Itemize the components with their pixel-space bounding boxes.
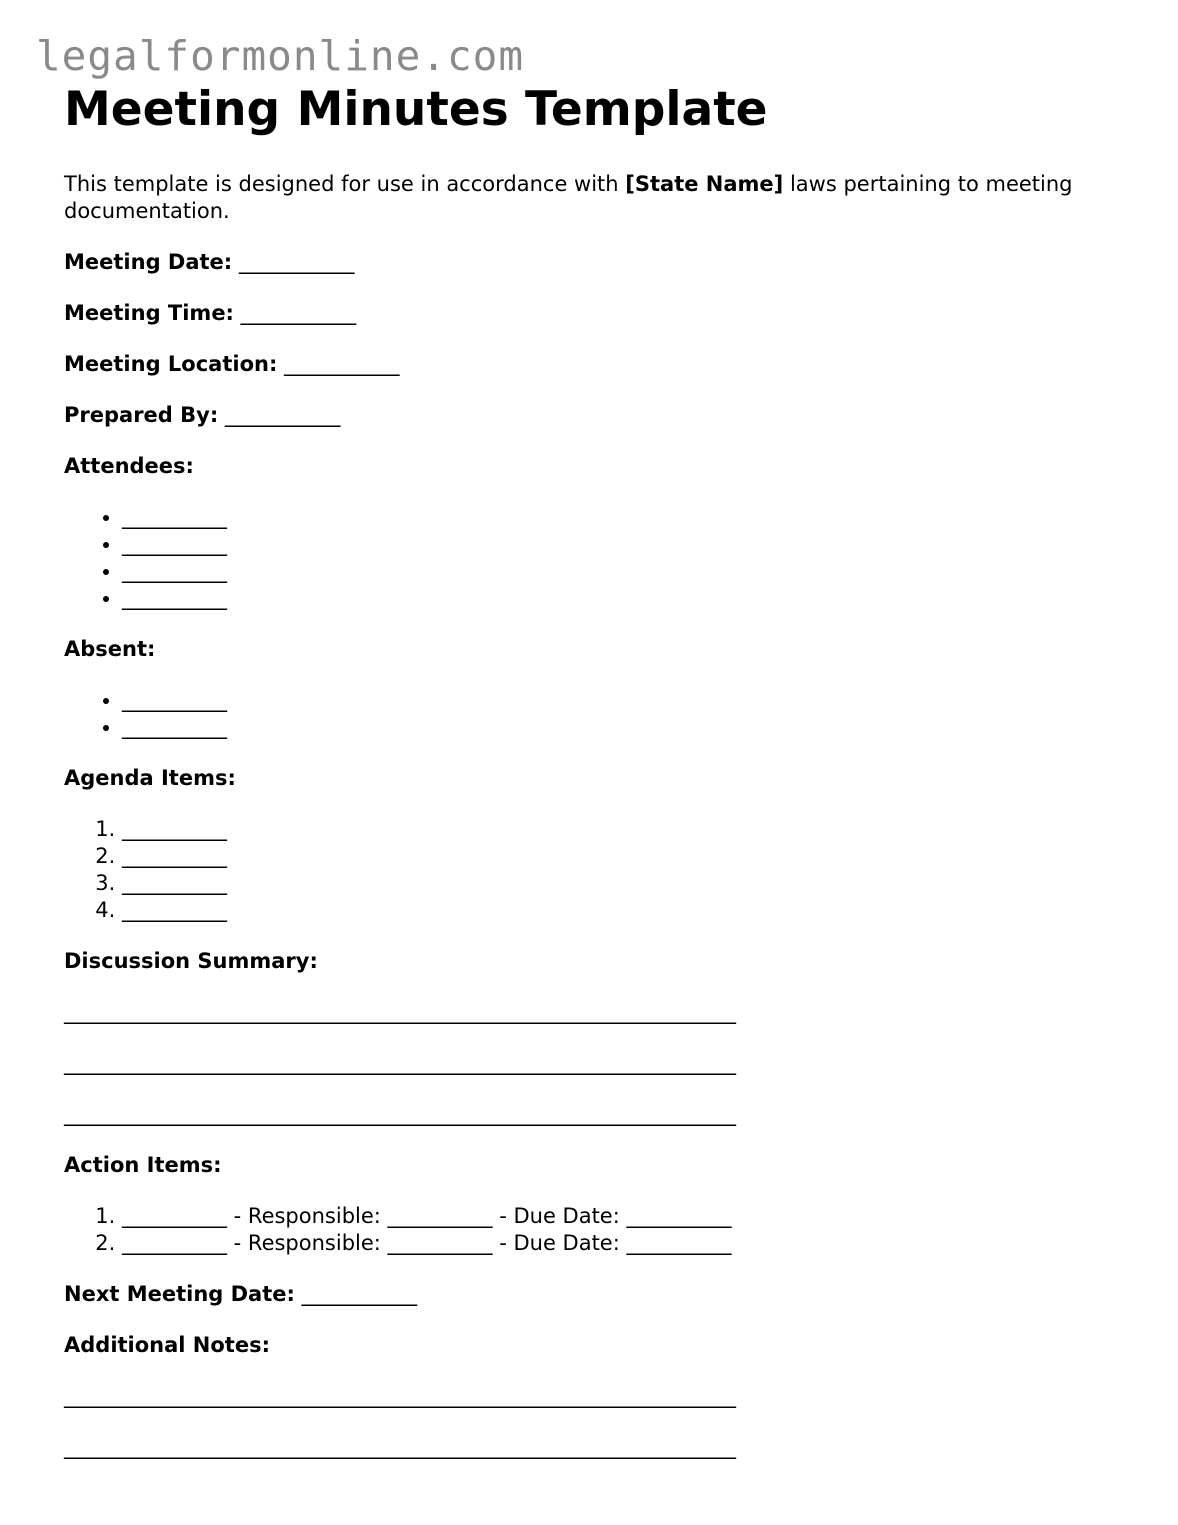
prepared-by-field — [64, 402, 1124, 429]
discussion-heading: Discussion Summary: — [64, 949, 318, 973]
next-meeting-blank[interactable]: ___________ — [301, 1282, 418, 1306]
document — [64, 80, 1124, 1461]
meeting-date-label: Meeting Date: — [64, 250, 233, 274]
next-meeting-label: Next Meeting Date: — [64, 1282, 295, 1306]
meeting-time-label: Meeting Time: — [64, 301, 234, 325]
absent-heading: Absent: — [64, 637, 156, 661]
meeting-location-field — [64, 351, 1124, 378]
attendee-item[interactable]: • __________ — [122, 585, 1124, 612]
discussion-line[interactable]: ________________________________________________________________ — [64, 1000, 736, 1024]
notes-line[interactable]: ________________________________________________________________ — [64, 1384, 736, 1408]
agenda-list — [64, 816, 1124, 924]
absent-item[interactable]: • __________ — [122, 687, 1124, 714]
intro-text-before: This template is designed for use in accordance with — [64, 172, 626, 196]
discussion-lines — [64, 999, 1124, 1128]
watermark: legalformonline.com — [36, 32, 524, 80]
meeting-time-field — [64, 300, 1124, 327]
next-meeting-field — [64, 1281, 1124, 1308]
notes-heading: Additional Notes: — [64, 1333, 270, 1357]
agenda-item[interactable]: 4. __________ — [122, 897, 1124, 924]
intro-text-after: laws pertaining to meeting documentation. — [64, 172, 1073, 223]
agenda-item[interactable]: 2. __________ — [122, 843, 1124, 870]
intro-paragraph — [64, 171, 1124, 225]
meeting-time-blank[interactable]: ___________ — [240, 301, 357, 325]
agenda-heading: Agenda Items: — [64, 766, 236, 790]
notes-lines — [64, 1383, 1124, 1461]
discussion-line[interactable]: ________________________________________________________________ — [64, 1102, 736, 1126]
attendees-list — [64, 504, 1124, 612]
meeting-date-field — [64, 249, 1124, 276]
meeting-location-blank[interactable]: ___________ — [284, 352, 400, 376]
page-title: Meeting Minutes Template — [64, 82, 768, 137]
agenda-item[interactable]: 1. __________ — [122, 816, 1124, 843]
discussion-line[interactable]: ________________________________________________________________ — [64, 1051, 736, 1075]
attendee-item[interactable]: • __________ — [122, 558, 1124, 585]
agenda-item[interactable]: 3. __________ — [122, 870, 1124, 897]
prepared-by-label: Prepared By: — [64, 403, 219, 427]
action-item[interactable]: 1. __________ - Responsible: __________ - Due Date: __________ — [122, 1203, 1124, 1230]
state-name-placeholder: [State Name] — [625, 172, 784, 196]
action-item[interactable]: 2. __________ - Responsible: __________ - Due Date: __________ — [122, 1230, 1124, 1257]
attendees-heading: Attendees: — [64, 454, 194, 478]
prepared-by-blank[interactable]: ___________ — [224, 403, 341, 427]
meeting-date-blank[interactable]: ___________ — [238, 250, 355, 274]
notes-line[interactable]: ________________________________________________________________ — [64, 1435, 736, 1459]
attendee-item[interactable]: • __________ — [122, 504, 1124, 531]
attendee-item[interactable]: • __________ — [122, 531, 1124, 558]
absent-list — [64, 687, 1124, 741]
action-items-list — [64, 1203, 1124, 1257]
action-items-heading: Action Items: — [64, 1153, 222, 1177]
meeting-location-label: Meeting Location: — [64, 352, 278, 376]
absent-item[interactable]: • __________ — [122, 714, 1124, 741]
